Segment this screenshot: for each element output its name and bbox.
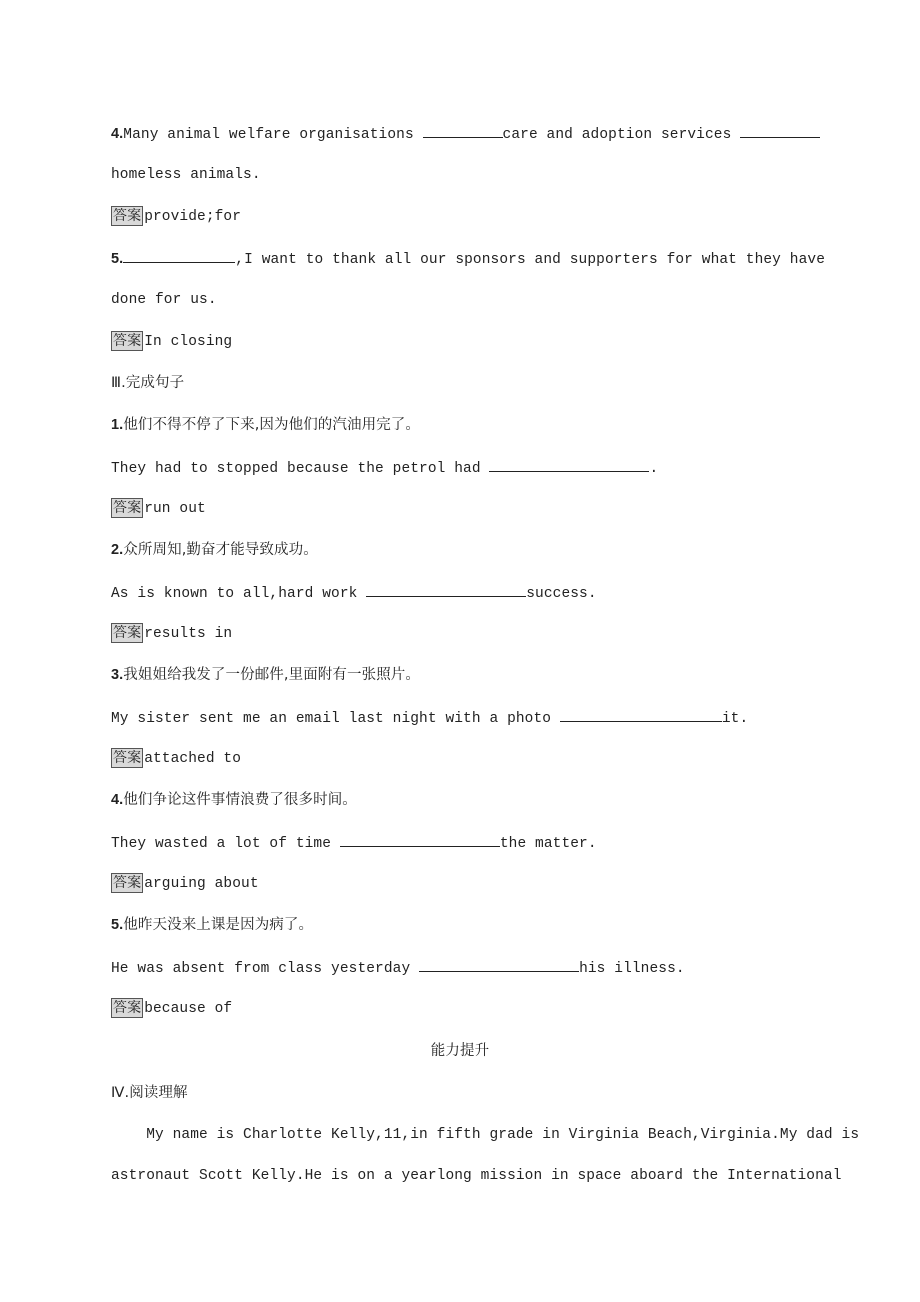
question-number: 5.: [111, 917, 124, 933]
question-number: 4.: [111, 126, 124, 142]
s3-item4-cn: [111, 790, 357, 811]
answer-badge: 答案: [113, 208, 142, 224]
answer-badge: 答案: [113, 625, 142, 641]
blank: [419, 957, 579, 972]
question-text: ,I want to thank all our sponsors and supporters for what they have: [235, 252, 825, 268]
section-heading: 能力提升: [430, 1043, 490, 1059]
s3-item4-en: [111, 832, 597, 854]
s3-item5-answer: [111, 998, 232, 1019]
english-text: .: [649, 461, 659, 477]
english-text: it.: [721, 711, 749, 727]
answer-text: because of: [144, 1001, 233, 1017]
english-text: his illness.: [579, 961, 685, 977]
s3-item2-answer: [111, 623, 232, 644]
s3-item3-cn: [111, 665, 420, 686]
answer-text: attached to: [144, 751, 242, 767]
s3-item4-answer: [111, 873, 259, 894]
section4-title: Ⅳ.阅读理解: [111, 1085, 188, 1101]
answer-badge: 答案: [113, 500, 142, 516]
q5-line2: done for us.: [111, 292, 217, 308]
blank: [489, 457, 649, 472]
english-text: As is known to all,hard work: [111, 586, 367, 602]
answer-text: arguing about: [144, 876, 259, 892]
question-number: 5.: [111, 251, 124, 267]
reading-paragraph-line2: astronaut Scott Kelly.He is on a yearlong mission in space aboard the International: [111, 1168, 842, 1184]
s3-item1-en: [111, 457, 658, 479]
chinese-prompt: 他们争论这件事情浪费了很多时间。: [123, 792, 357, 808]
question-text: care and adoption services: [502, 127, 741, 143]
chinese-prompt: 众所周知,勤奋才能导致成功。: [123, 542, 318, 558]
chinese-prompt: 他昨天没来上课是因为病了。: [123, 917, 314, 933]
english-text: He was absent from class yesterday: [111, 961, 420, 977]
s3-item5-en: [111, 957, 685, 979]
english-text: They had to stopped because the petrol had: [111, 461, 490, 477]
s3-item2-en: [111, 582, 597, 604]
s3-item1-cn: [111, 415, 420, 436]
blank: [340, 832, 500, 847]
s3-item5-cn: [111, 915, 313, 936]
q4-answer: [111, 206, 241, 227]
answer-badge: 答案: [113, 750, 142, 766]
question-number: 2.: [111, 542, 124, 558]
s3-item1-answer: [111, 498, 206, 519]
s3-item3-answer: [111, 748, 241, 769]
answer-badge: 答案: [113, 333, 142, 349]
answer-badge: 答案: [113, 1000, 142, 1016]
question-text: Many animal welfare organisations: [123, 127, 423, 143]
chinese-prompt: 他们不得不停了下来,因为他们的汽油用完了。: [123, 417, 421, 433]
q5-line1: [111, 248, 825, 270]
blank: [123, 248, 235, 263]
chinese-prompt: 我姐姐给我发了一份邮件,里面附有一张照片。: [123, 667, 421, 683]
english-text: the matter.: [499, 836, 597, 852]
s3-item2-cn: [111, 540, 318, 561]
english-text: success.: [526, 586, 597, 602]
answer-text: provide;for: [144, 209, 242, 225]
blank: [740, 123, 820, 138]
q4-line2: homeless animals.: [111, 167, 261, 183]
answer-text: results in: [144, 626, 233, 642]
section3-title: Ⅲ.完成句子: [111, 375, 185, 391]
reading-paragraph-line1: My name is Charlotte Kelly,11,in fifth grade in Virginia Beach,Virginia.My dad is: [111, 1127, 860, 1143]
q5-answer: [111, 331, 232, 352]
blank: [366, 582, 526, 597]
s3-item3-en: [111, 707, 748, 729]
blank: [560, 707, 722, 722]
question-number: 4.: [111, 792, 124, 808]
question-number: 3.: [111, 667, 124, 683]
english-text: They wasted a lot of time: [111, 836, 340, 852]
answer-text: run out: [144, 501, 206, 517]
answer-text: In closing: [144, 334, 233, 350]
blank: [423, 123, 503, 138]
q4-line1: [111, 123, 820, 145]
english-text: My sister sent me an email last night with a photo: [111, 711, 560, 727]
answer-badge: 答案: [113, 875, 142, 891]
question-number: 1.: [111, 417, 124, 433]
